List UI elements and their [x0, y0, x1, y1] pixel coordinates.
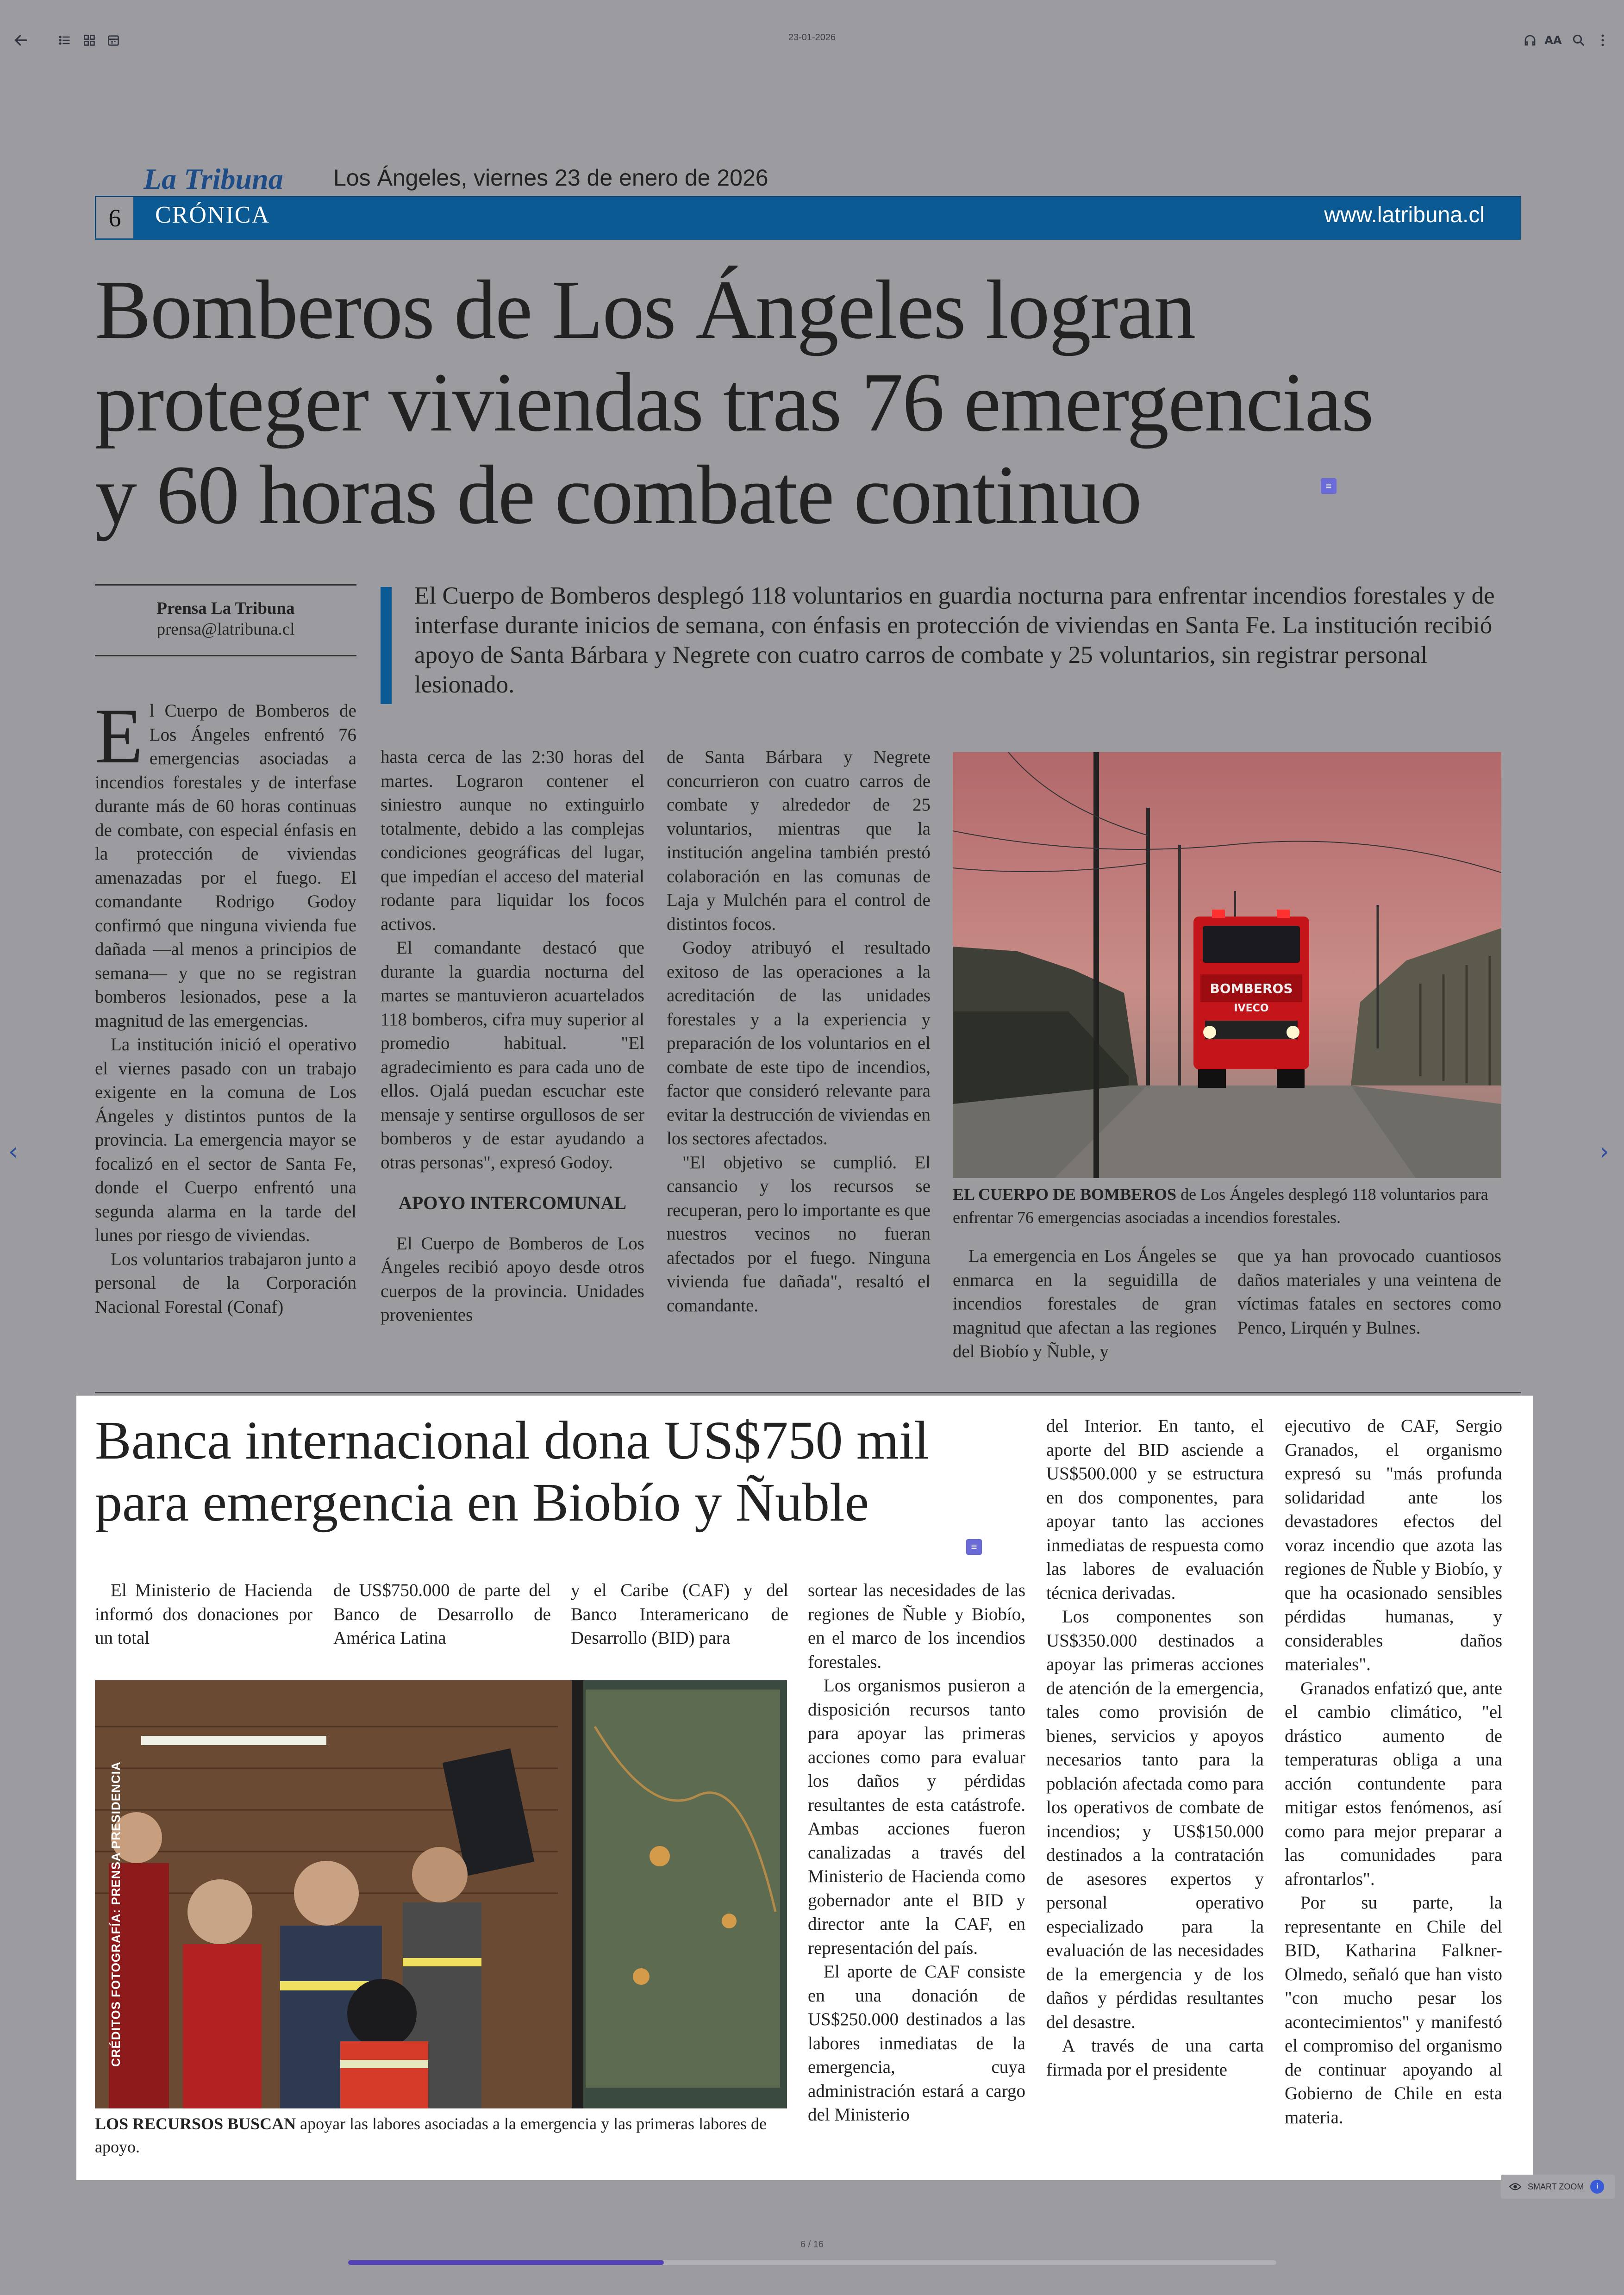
smart-zoom-label: SMART ZOOM [1528, 2182, 1584, 2191]
search-icon[interactable] [1567, 29, 1590, 52]
masthead-date: Los Ángeles, viernes 23 de enero de 2026 [333, 165, 768, 191]
more-icon[interactable] [1591, 29, 1614, 52]
article-column [95, 1578, 312, 1650]
headline-line: y 60 horas de combate continuo [95, 449, 1141, 542]
next-page-arrow[interactable]: › [1599, 1138, 1609, 1166]
newspaper-logo: La Tribuna [144, 162, 283, 195]
article-column [1285, 1414, 1502, 2129]
list-icon[interactable] [53, 29, 76, 52]
paragraph: de US$750.000 de parte del Banco de Desarrollo de América Latina [333, 1580, 551, 1648]
article-column [953, 1244, 1217, 1364]
headline-line: para emergencia en Biobío y Ñuble [95, 1472, 869, 1533]
paragraph: Godoy atribuyó el resultado exitoso de las operaciones a la acreditación de las unidades forestales y a la experiencia y preparación de los voluntarios en el combate de este tipo de incendios, factor que consideró relevante para evitar la destrucción de viviendas en los sectores afectados. [667, 938, 931, 1148]
photo-caption [953, 1183, 1501, 1229]
photo-credit: CRÉDITOS FOTOGRAFÍA: PRENSA PRESIDENCIA [109, 1761, 123, 2067]
section-bar [95, 196, 1521, 240]
paragraph: El Cuerpo de Bomberos de Los Ángeles recibió apoyo desde otros cuerpos de la provincia. Unidades provenientes [381, 1233, 644, 1325]
paragraph: El Ministerio de Hacienda informó dos donaciones por un total [95, 1580, 312, 1648]
headline-line: Bomberos de Los Ángeles logran [95, 263, 1195, 356]
caption-lead: EL CUERPO DE BOMBEROS [953, 1185, 1177, 1204]
paragraph: Los componentes son US$350.000 destinados a apoyar las primeras acciones de atención de la emergencia, tales como provisión de bienes, servicios y apoyos necesarios tanto para la población afectada como para los operativos de combate de incendios; y US$150.000 destinados a la contratación de asesores expertos y personal operativo especializado para la evaluación de las necesidades de la emergencia y de los daños y pérdidas resultantes del desastre. [1046, 1607, 1264, 2032]
paragraph: ejecutivo de CAF, Sergio Granados, el organismo expresó su "más profunda solidaridad ante los devastadores efectos del voraz incendio que azota las regiones de Ñuble y Biobío, y que ha ocasionado sensibles pérdidas humanas, y considerables daños materiales". [1285, 1416, 1502, 1674]
subheading: APOYO INTERCOMUNAL [398, 1192, 627, 1213]
dropcap: E [95, 692, 143, 780]
paragraph: La emergencia en Los Ángeles se enmarca en la seguidilla de incendios forestales de gran magnitud que afectan a las regiones del Biobío y Ñuble, y [953, 1246, 1217, 1361]
caption-text: apoyar las labores asociadas a la emergencia y las primeras labores de apoyo. [95, 2114, 767, 2156]
paragraph: El aporte de CAF consiste en una donación de US$250.000 destinados a las labores inmediatas de la emergencia, cuya administración estará a cargo del Ministerio [808, 1962, 1025, 2125]
paragraph: que ya han provocado cuantiosos daños materiales y una veintena de víctimas fatales en sectores como Penco, Lirquén y Bulnes. [1237, 1246, 1501, 1338]
article-divider [95, 1392, 1521, 1393]
byline-name: Prensa La Tribuna [156, 599, 295, 618]
grid-icon[interactable] [78, 29, 101, 52]
article-column [1046, 1414, 1264, 2082]
info-badge[interactable]: i [1590, 2180, 1604, 2194]
paragraph: del Interior. En tanto, el aporte del BID asciende a US$500.000 y se estructura en dos componentes, para apoyar tanto las acciones inmediatas de respuesta como las labores de evaluación técnica derivadas. [1046, 1416, 1264, 1603]
paragraph: Los voluntarios trabajaron junto a personal de la Corporación Nacional Forestal (Conaf) [95, 1249, 356, 1317]
section-name: CRÓNICA [155, 202, 270, 228]
page-number: 6 [95, 197, 133, 238]
truck-text: BOMBEROS [1210, 981, 1293, 996]
article-column [571, 1578, 788, 1650]
article-headline [95, 1409, 1067, 1534]
paragraph: de Santa Bárbara y Negrete concurrieron con cuatro carros de combate y alrededor de 25 voluntarios, mientras que la institución angelina también prestó colaboración en las comunas de Laja y Mulchén para el control de distintos focos. [667, 747, 931, 934]
paragraph: Por su parte, la representante en Chile del BID, Katharina Falkner-Olmedo, señaló que han visto "con mucho pesar los acontecimientos" y manifestó el compromiso del organismo de continuar apoyando al Gobierno de Chile en esta materia. [1285, 1893, 1502, 2127]
meeting-photo[interactable] [95, 1680, 787, 2108]
prev-page-arrow[interactable]: ‹ [8, 1138, 18, 1166]
paragraph: A través de una carta firmada por el presidente [1046, 2036, 1264, 2080]
lead-accent-bar [381, 587, 392, 704]
viewer-toolbar [0, 0, 1624, 79]
article-column [381, 745, 644, 1327]
article-column [1237, 1244, 1501, 1340]
newspaper-page [76, 76, 1533, 2180]
byline [95, 584, 356, 656]
paragraph: sortear las necesidades de las regiones de Ñuble y Biobío, en el marco de los incendios forestales. [808, 1580, 1025, 1672]
smart-zoom-button[interactable] [1501, 2175, 1615, 2199]
article-column [808, 1578, 1025, 2127]
paragraph: hasta cerca de las 2:30 horas del martes. Lograron contener el siniestro aunque no extinguirlo totalmente, debido a las complejas condiciones geográficas del lugar, que impedían el acceso del material rodante para liquidar los focos activos. [381, 747, 644, 934]
eye-icon [1509, 2182, 1521, 2191]
back-arrow-icon[interactable] [9, 29, 32, 52]
paragraph: "El objetivo se cumplió. El cansancio y los recursos se recuperan, pero lo importante es que nuestros vecinos no fueran afectados por el fuego. Ninguna vivienda fue dañada", resaltó el comandante. [667, 1152, 931, 1316]
newspaper-url: www.latribuna.cl [1324, 203, 1485, 227]
note-icon[interactable]: ≡ [1321, 478, 1337, 494]
paragraph: Granados enfatizó que, ante el cambio climático, "el drástico aumento de temperaturas obliga a una acción contundente para mitigar estos fenómenos, así como para mejor preparar a las comunidades para afrontarlos". [1285, 1678, 1502, 1889]
fire-truck-photo[interactable] [953, 752, 1501, 1178]
paragraph: y el Caribe (CAF) y del Banco Interamericano de Desarrollo (BID) para [571, 1580, 788, 1648]
paragraph: Los organismos pusieron a disposición recursos tanto para apoyar las primeras acciones como para evaluar los daños y pérdidas resultantes de esta catástrofe. Ambas acciones fueron canalizadas a través del Ministerio de Hacienda como gobernador ante el BID y director ante la CAF, en representación del país. [808, 1676, 1025, 1958]
page-progress-fill [348, 2260, 664, 2265]
byline-email: prensa@latribuna.cl [156, 620, 295, 639]
text-size-icon[interactable]: AA [1544, 34, 1562, 47]
paragraph: l Cuerpo de Bomberos de Los Ángeles enfrentó 76 emergencias asociadas a incendios forestales y de interfase durante más de 60 horas continuas de combate, con especial énfasis en la protección de viviendas amenazadas por el fuego. El comandante Rodrigo Godoy confirmó que ninguna vivienda fue dañada —al menos a principios de semana— y que no se registran bomberos lesionados, pese a la magnitud de las emergencias. [95, 701, 356, 1031]
caption-lead: LOS RECURSOS BUSCAN [95, 2114, 296, 2133]
truck-brand: IVECO [1234, 1003, 1269, 1014]
photo-caption [95, 2112, 789, 2158]
article-column [95, 692, 356, 1319]
paragraph: El comandante destacó que durante la guardia nocturna del martes se mantuvieron acuartelados 118 bomberos, cifra muy superior al promedio habitual. "El agradecimiento es para cada uno de ellos. Ojalá puedan escuchar este mensaje y sentirse orgullosos de ser bomberos y de estar ayudando a otras personas", expresó Godoy. [381, 938, 644, 1172]
article-column [667, 745, 931, 1317]
page-indicator: 6 / 16 [800, 2239, 824, 2250]
paragraph: La institución inició el operativo el viernes pasado con un trabajo exigente en la comuna de Los Ángeles y distintos puntos de la provincia. La emergencia mayor se focalizó en el sector de Santa Fe, donde el Cuerpo enfrentó una segunda alarma en la tarde del lunes por riesgo de viviendas. [95, 1035, 356, 1245]
headline-line: Banca internacional dona US$750 mil [95, 1410, 930, 1471]
headphones-icon[interactable] [1518, 29, 1542, 52]
issue-date: 23-01-2026 [788, 32, 836, 43]
article-headline [95, 264, 1530, 542]
note-icon[interactable]: ≡ [966, 1539, 982, 1555]
article-column [333, 1578, 551, 1650]
article-lead: El Cuerpo de Bomberos desplegó 118 voluntarios en guardia nocturna para enfrentar incendios forestales y de interfase durante inicios de semana, con énfasis en protección de viviendas en Santa Fe. La institución recibió apoyo de Santa Bárbara y Negrete con cuatro carros de combate y 25 voluntarios, sin registrar personal lesionado. [414, 582, 1495, 698]
calendar-icon[interactable] [102, 29, 125, 52]
headline-line: proteger viviendas tras 76 emergencias [95, 356, 1373, 449]
caption-text: de Los Ángeles desplegó 118 voluntarios para enfrentar 76 emergencias asociadas a incendios forestales. [953, 1185, 1488, 1227]
